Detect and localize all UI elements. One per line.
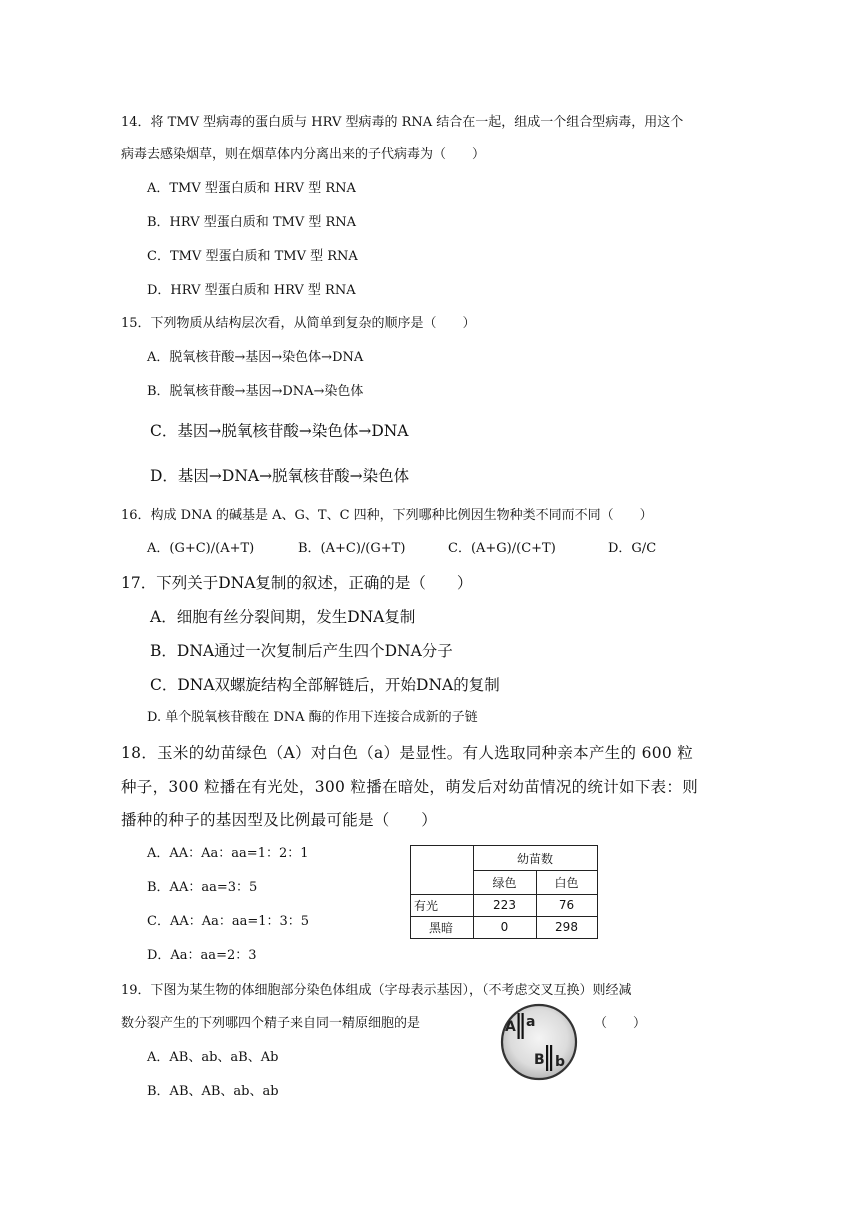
table-col-green: 绿色 (492, 875, 517, 890)
chromosome-b1 (546, 1045, 548, 1071)
q18-option-b: B．AA：aa=3：5 (147, 880, 258, 895)
q17-option-c: C．DNA双螺旋结构全部解链后，开始DNA的复制 (150, 676, 500, 694)
table-row-light-label: 有光 (414, 898, 439, 913)
q14-option-b: B．HRV 型蛋白质和 TMV 型 RNA (147, 215, 357, 230)
q15-option-c: C．基因→脱氧核苷酸→染色体→DNA (150, 422, 409, 440)
q18-option-d: D．Aa：aa=2：3 (147, 948, 257, 963)
gene-a-label: a (526, 1014, 536, 1030)
q18-option-c: C．AA：Aa：aa=1：3：5 (147, 914, 310, 929)
q15-option-b: B．脱氧核苷酸→基因→DNA→染色体 (147, 384, 364, 399)
q14-option-d: D．HRV 型蛋白质和 HRV 型 RNA (147, 283, 356, 298)
gene-A-label: A (505, 1019, 516, 1035)
q19-option-b: B．AB、AB、ab、ab (147, 1084, 279, 1099)
q14-option-c: C．TMV 型蛋白质和 TMV 型 RNA (147, 249, 358, 264)
q17-option-d: D. 单个脱氧核苷酸在 DNA 酶的作用下连接合成新的子链 (147, 710, 478, 725)
table-cell-dark-white: 298 (555, 920, 578, 934)
q19-option-a: A．AB、ab、aB、Ab (147, 1050, 279, 1065)
q15-option-a: A．脱氧核苷酸→基因→染色体→DNA (147, 350, 364, 365)
q16-option-b: B．(A+C)/(G+T) (298, 541, 406, 556)
q18-stem-line1: 18．玉米的幼苗绿色（A）对白色（a）是显性。有人选取同种亲本产生的 600 粒 (121, 744, 694, 762)
table-header-seedlings: 幼苗数 (516, 851, 553, 866)
q16-stem: 16．构成 DNA 的碱基是 A、G、T、C 四种，下列哪种比例因生物种类不同而不同（ ） (121, 508, 653, 523)
chromosome-a1 (518, 1013, 520, 1039)
q17-stem: 17．下列关于DNA复制的叙述，正确的是（ ） (121, 574, 473, 592)
q15-stem: 15．下列物质从结构层次看，从简单到复杂的顺序是（ ） (121, 316, 476, 331)
chromosome-b2 (550, 1045, 552, 1071)
q14-stem-line1: 14．将 TMV 型病毒的蛋白质与 HRV 型病毒的 RNA 结合在一起，组成一个组合型病毒，用这个 (121, 115, 684, 130)
q18-option-a: A．AA：Aa：aa=1：2：1 (147, 846, 309, 861)
q18-stem-line3: 播种的种子的基因型及比例最可能是（ ） (121, 811, 438, 829)
chromosome-a2 (522, 1013, 524, 1039)
table-cell-light-white: 76 (558, 898, 575, 912)
q16-option-c: C．(A+G)/(C+T) (448, 541, 556, 556)
q15-option-d: D．基因→DNA→脱氧核苷酸→染色体 (150, 467, 410, 485)
q19-stem-line1: 19．下图为某生物的体细胞部分染色体组成（字母表示基因），（不考虑交叉互换）则经减 (121, 983, 632, 998)
q17-option-b: B．DNA通过一次复制后产生四个DNA分子 (150, 642, 453, 660)
q18-stem-line2: 种子，300 粒播在有光处，300 粒播在暗处，萌发后对幼苗情况的统计如下表：则 (121, 778, 699, 796)
gene-b-label: b (555, 1054, 566, 1070)
q19-answer-paren: （ ） (594, 1016, 647, 1031)
q16-option-d: D．G/C (608, 541, 657, 556)
gene-B-label: B (534, 1052, 545, 1068)
table-cell-light-green: 223 (493, 898, 516, 912)
seedling-count-table (410, 845, 598, 939)
q16-option-a: A．(G+C)/(A+T) (147, 541, 255, 556)
table-row-dark-label: 黑暗 (429, 920, 454, 935)
q14-stem-line2: 病毒去感染烟草，则在烟草体内分离出来的子代病毒为（ ） (121, 147, 486, 162)
table-col-white: 白色 (554, 875, 579, 890)
q19-stem-line2: 数分裂产生的下列哪四个精子来自同一精原细胞的是 (121, 1016, 421, 1031)
cell-chromosome-diagram (500, 1003, 578, 1081)
q17-option-a: A．细胞有丝分裂间期，发生DNA复制 (150, 608, 416, 626)
q14-option-a: A．TMV 型蛋白质和 HRV 型 RNA (147, 181, 356, 196)
table-cell-dark-green: 0 (500, 920, 509, 934)
